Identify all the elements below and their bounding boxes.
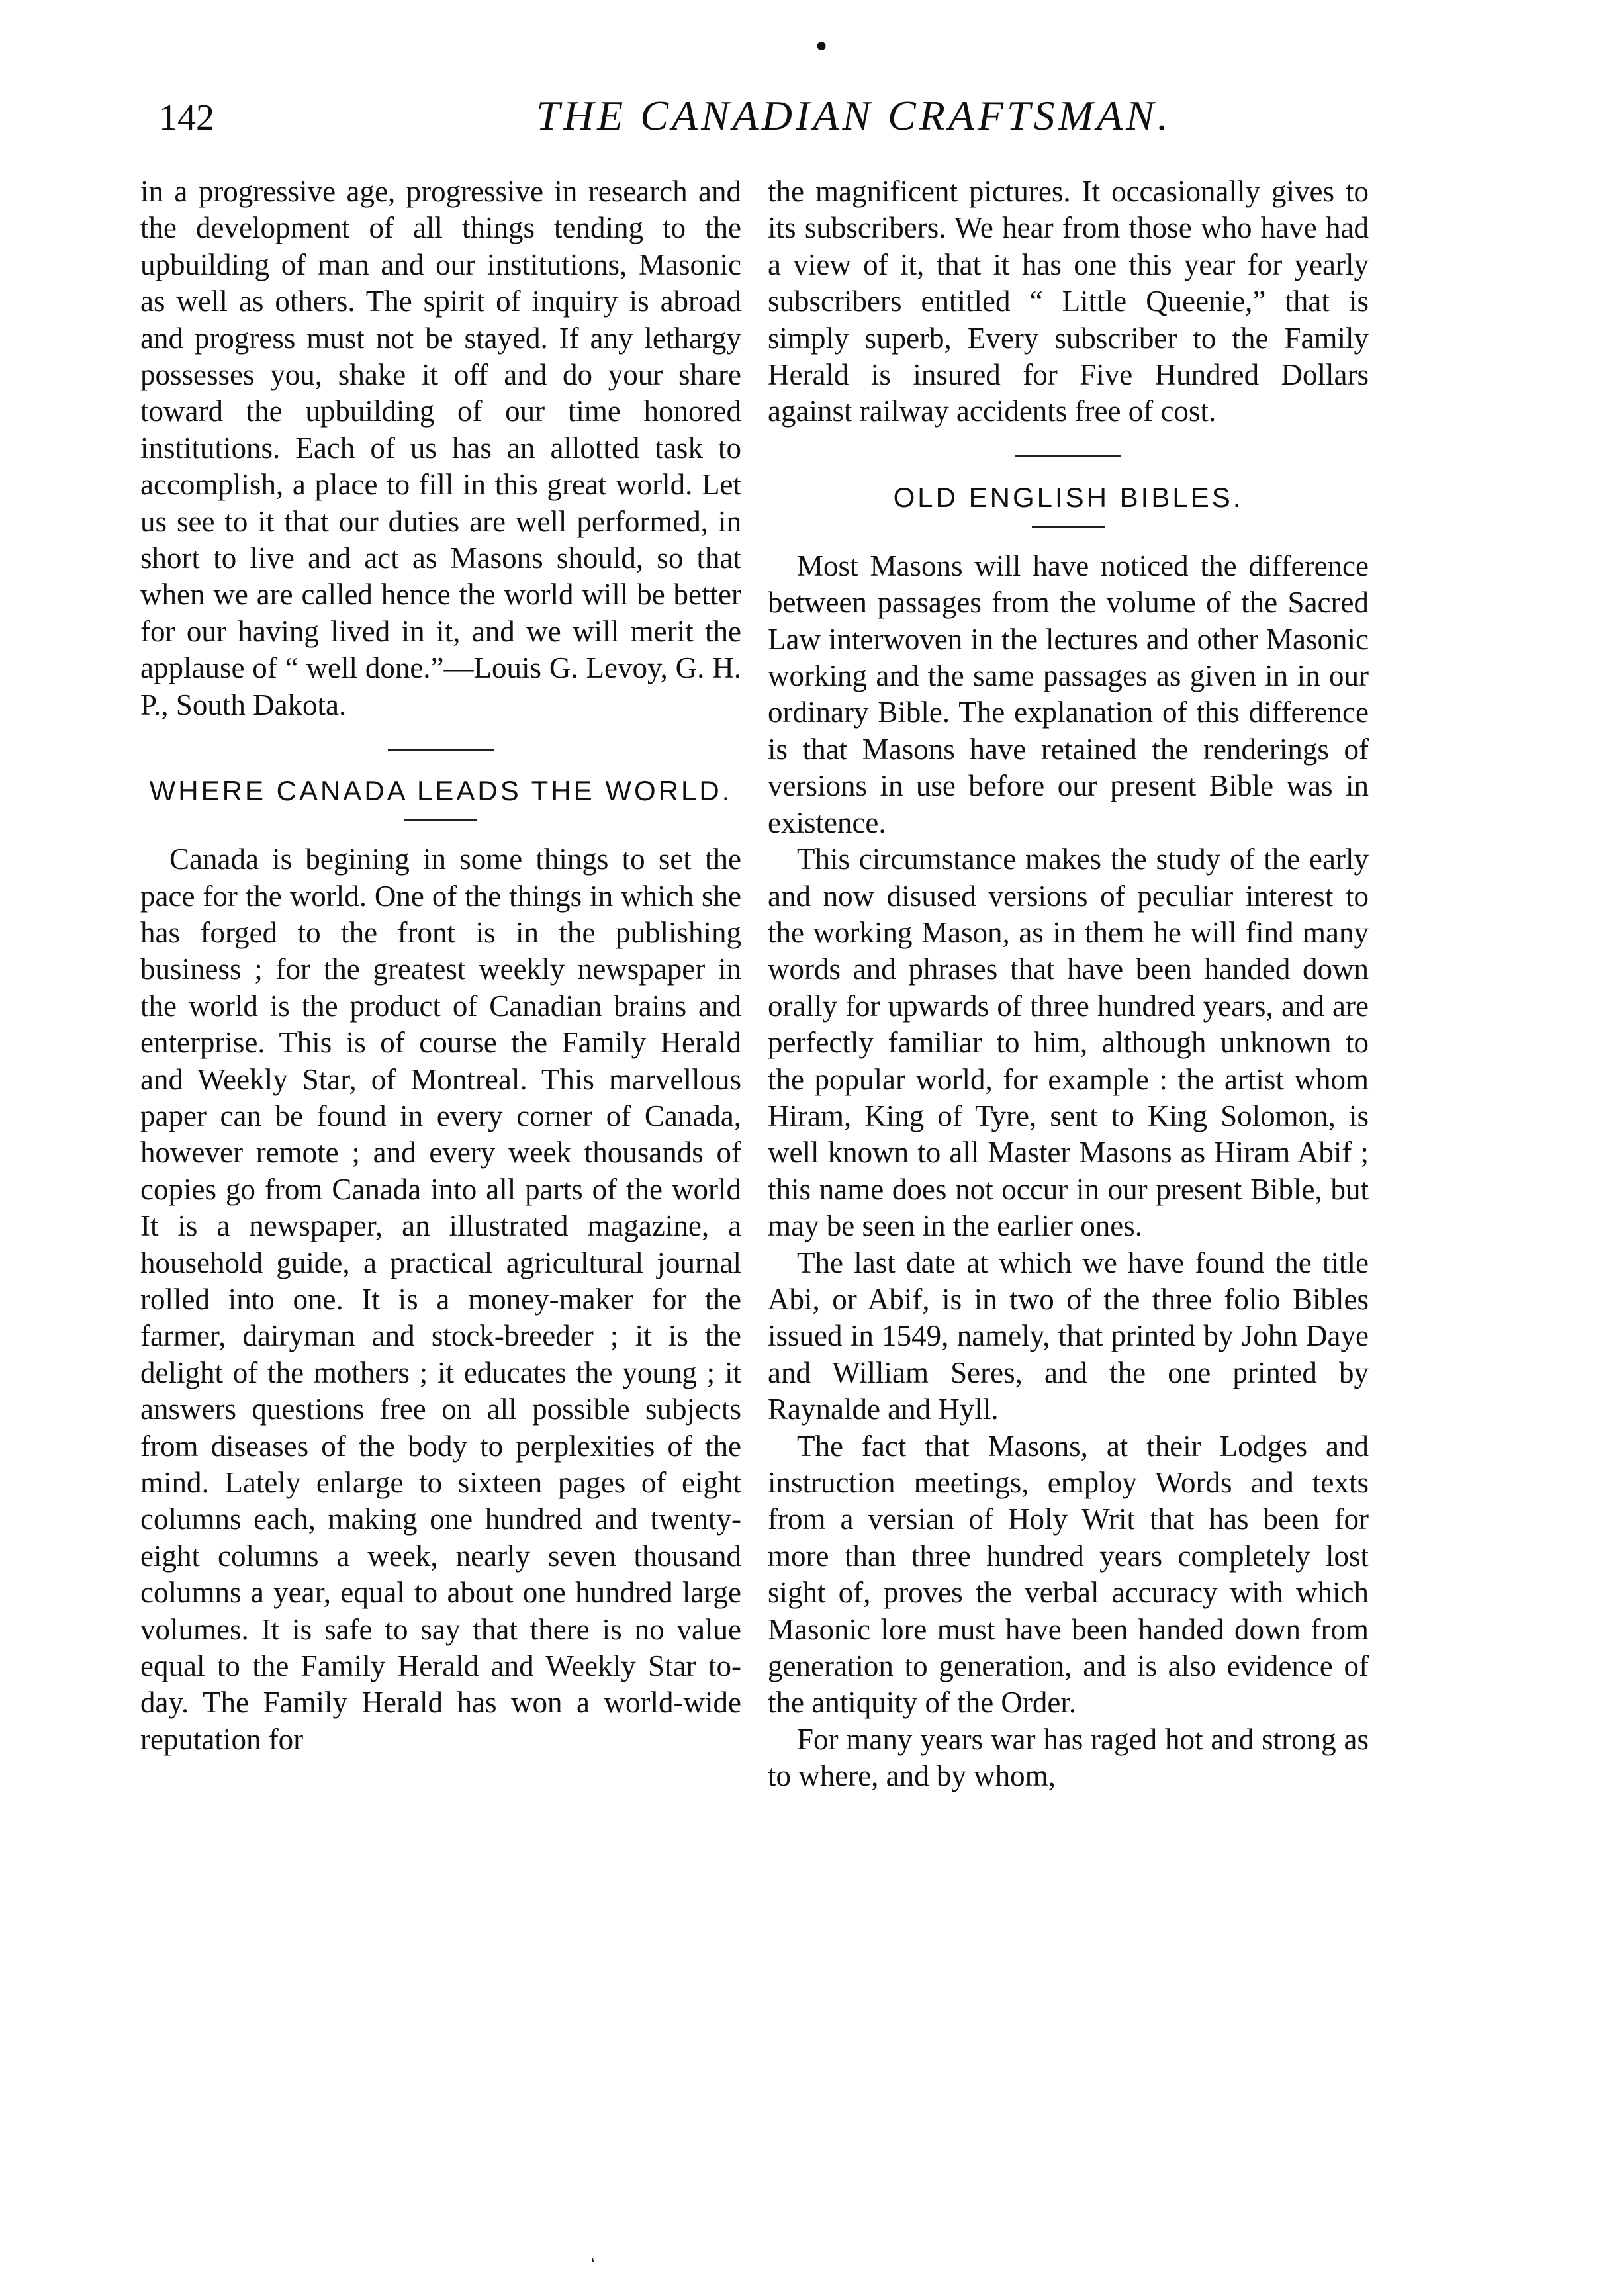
article-paragraph: Canada is begining in some things to set the pace for the world. One of the things in which she has forged to the front is in the publishing business ; for the greatest weekly newspaper in the world is the product of Canadian brains and enterprise. This is of course the Family Herald and Weekly Star, of Montreal. This marvellous paper can be found in every corner of Canada, however remote ; and every week thousands of copies go from Canada into all parts of the world It is a newspaper, an illustrated magazine, a household guide, a practical agricultural journal rolled into one. It is a money-maker for the farmer, dairyman and stock-breeder ; it is the delight of the mothers ; it educates the young ; it answers questions free on all possible subjects from diseases of the body to perplexities of the mind. Lately enlarge to sixteen pages of eight columns each, making one hundred and twenty-eight columns a week, nearly seven thousand columns a year, equal to about one hundred large volumes. It is safe to say that there is no value equal to the Family Herald and Weekly Star to-day. The Family Herald has won a world-wide reputation for [140, 843, 741, 1756]
heading-rule [1032, 526, 1105, 528]
article-heading-canada: WHERE CANADA LEADS THE WORLD. [149, 775, 733, 807]
running-title: THE CANADIAN CRAFTSMAN. [536, 92, 1172, 139]
left-column [140, 173, 741, 2252]
article-paragraph: The fact that Masons, at their Lodges and instruction meetings, employ Words and texts from a versian of Holy Writ that has been for more than three hundred years completely lost sight of, proves the verbal accuracy with which Masonic lore must have been handed down from generation to generation, and is also evidence of the antiquity of the Order. [768, 1429, 1369, 1720]
section-divider [388, 749, 494, 751]
heading-rule [404, 819, 477, 821]
article-paragraph: The last date at which we have found the title Abi, or Abif, is in two of the three folio Bibles issued in 1549, namely, that printed by John Daye and William Seres, and the one printed by Raynalde and Hyll. [768, 1246, 1369, 1426]
right-column [768, 173, 1369, 2252]
article-paragraph: For many years war has raged hot and strong as to where, and by whom, [768, 1722, 1369, 1793]
article-heading-bibles: OLD ENGLISH BIBLES. [893, 481, 1244, 513]
article-paragraph: This circumstance makes the study of the early and now disused versions of peculiar interest to the working Mason, as in them he will find many words and phrases that have been handed down orally for upwards of three hundred years, and are perfectly familiar to him, although unknown to the popular world, for example : the artist whom Hiram, King of Tyre, sent to King Solomon, is well known to all Master Masons as Hiram Abif ; this name does not occur in our present Bible, but may be seen in the earlier ones. [768, 843, 1369, 1243]
article-paragraph: Most Masons will have noticed the difference between passages from the volume of the Sacred Law interwoven in the lectures and other Masonic working and the same passages as given in in our ordinary Bible. The explanation of this difference is that Masons have retained the renderings of versions in use before our present Bible was in existence. [768, 549, 1369, 839]
page-header [0, 78, 1609, 158]
bottom-ink-mark: ‘ [590, 2254, 596, 2273]
page-number: 142 [159, 97, 214, 138]
top-ink-mark: ● [815, 34, 828, 56]
continued-paragraph: the magnificent pictures. It occasionally gives to its subscribers. We hear from those who have had a view of it, that it has one this year for yearly subscribers entitled “ Little Queenie,” that is simply superb, Every subscriber to the Family Herald is insured for Five Hundred Dollars against railway accidents free of cost. [768, 175, 1369, 428]
section-divider [1015, 455, 1121, 457]
continued-paragraph: in a progressive age, progressive in research and the development of all things tending to the upbuilding of man and our institutions, Masonic as well as others. The spirit of inquiry is abroad and progress must not be stayed. If any lethargy possesses you, shake it off and do your share toward the upbuilding of our time honored institutions. Each of us has an allotted task to accomplish, a place to fill in this great world. Let us see to it that our duties are well performed, in short to live and act as Masons should, so that when we are called hence the world will be better for our having lived in it, and we will merit the applause of “ well done.”—Louis G. Levoy, G. H. P., South Dakota. [140, 175, 741, 721]
